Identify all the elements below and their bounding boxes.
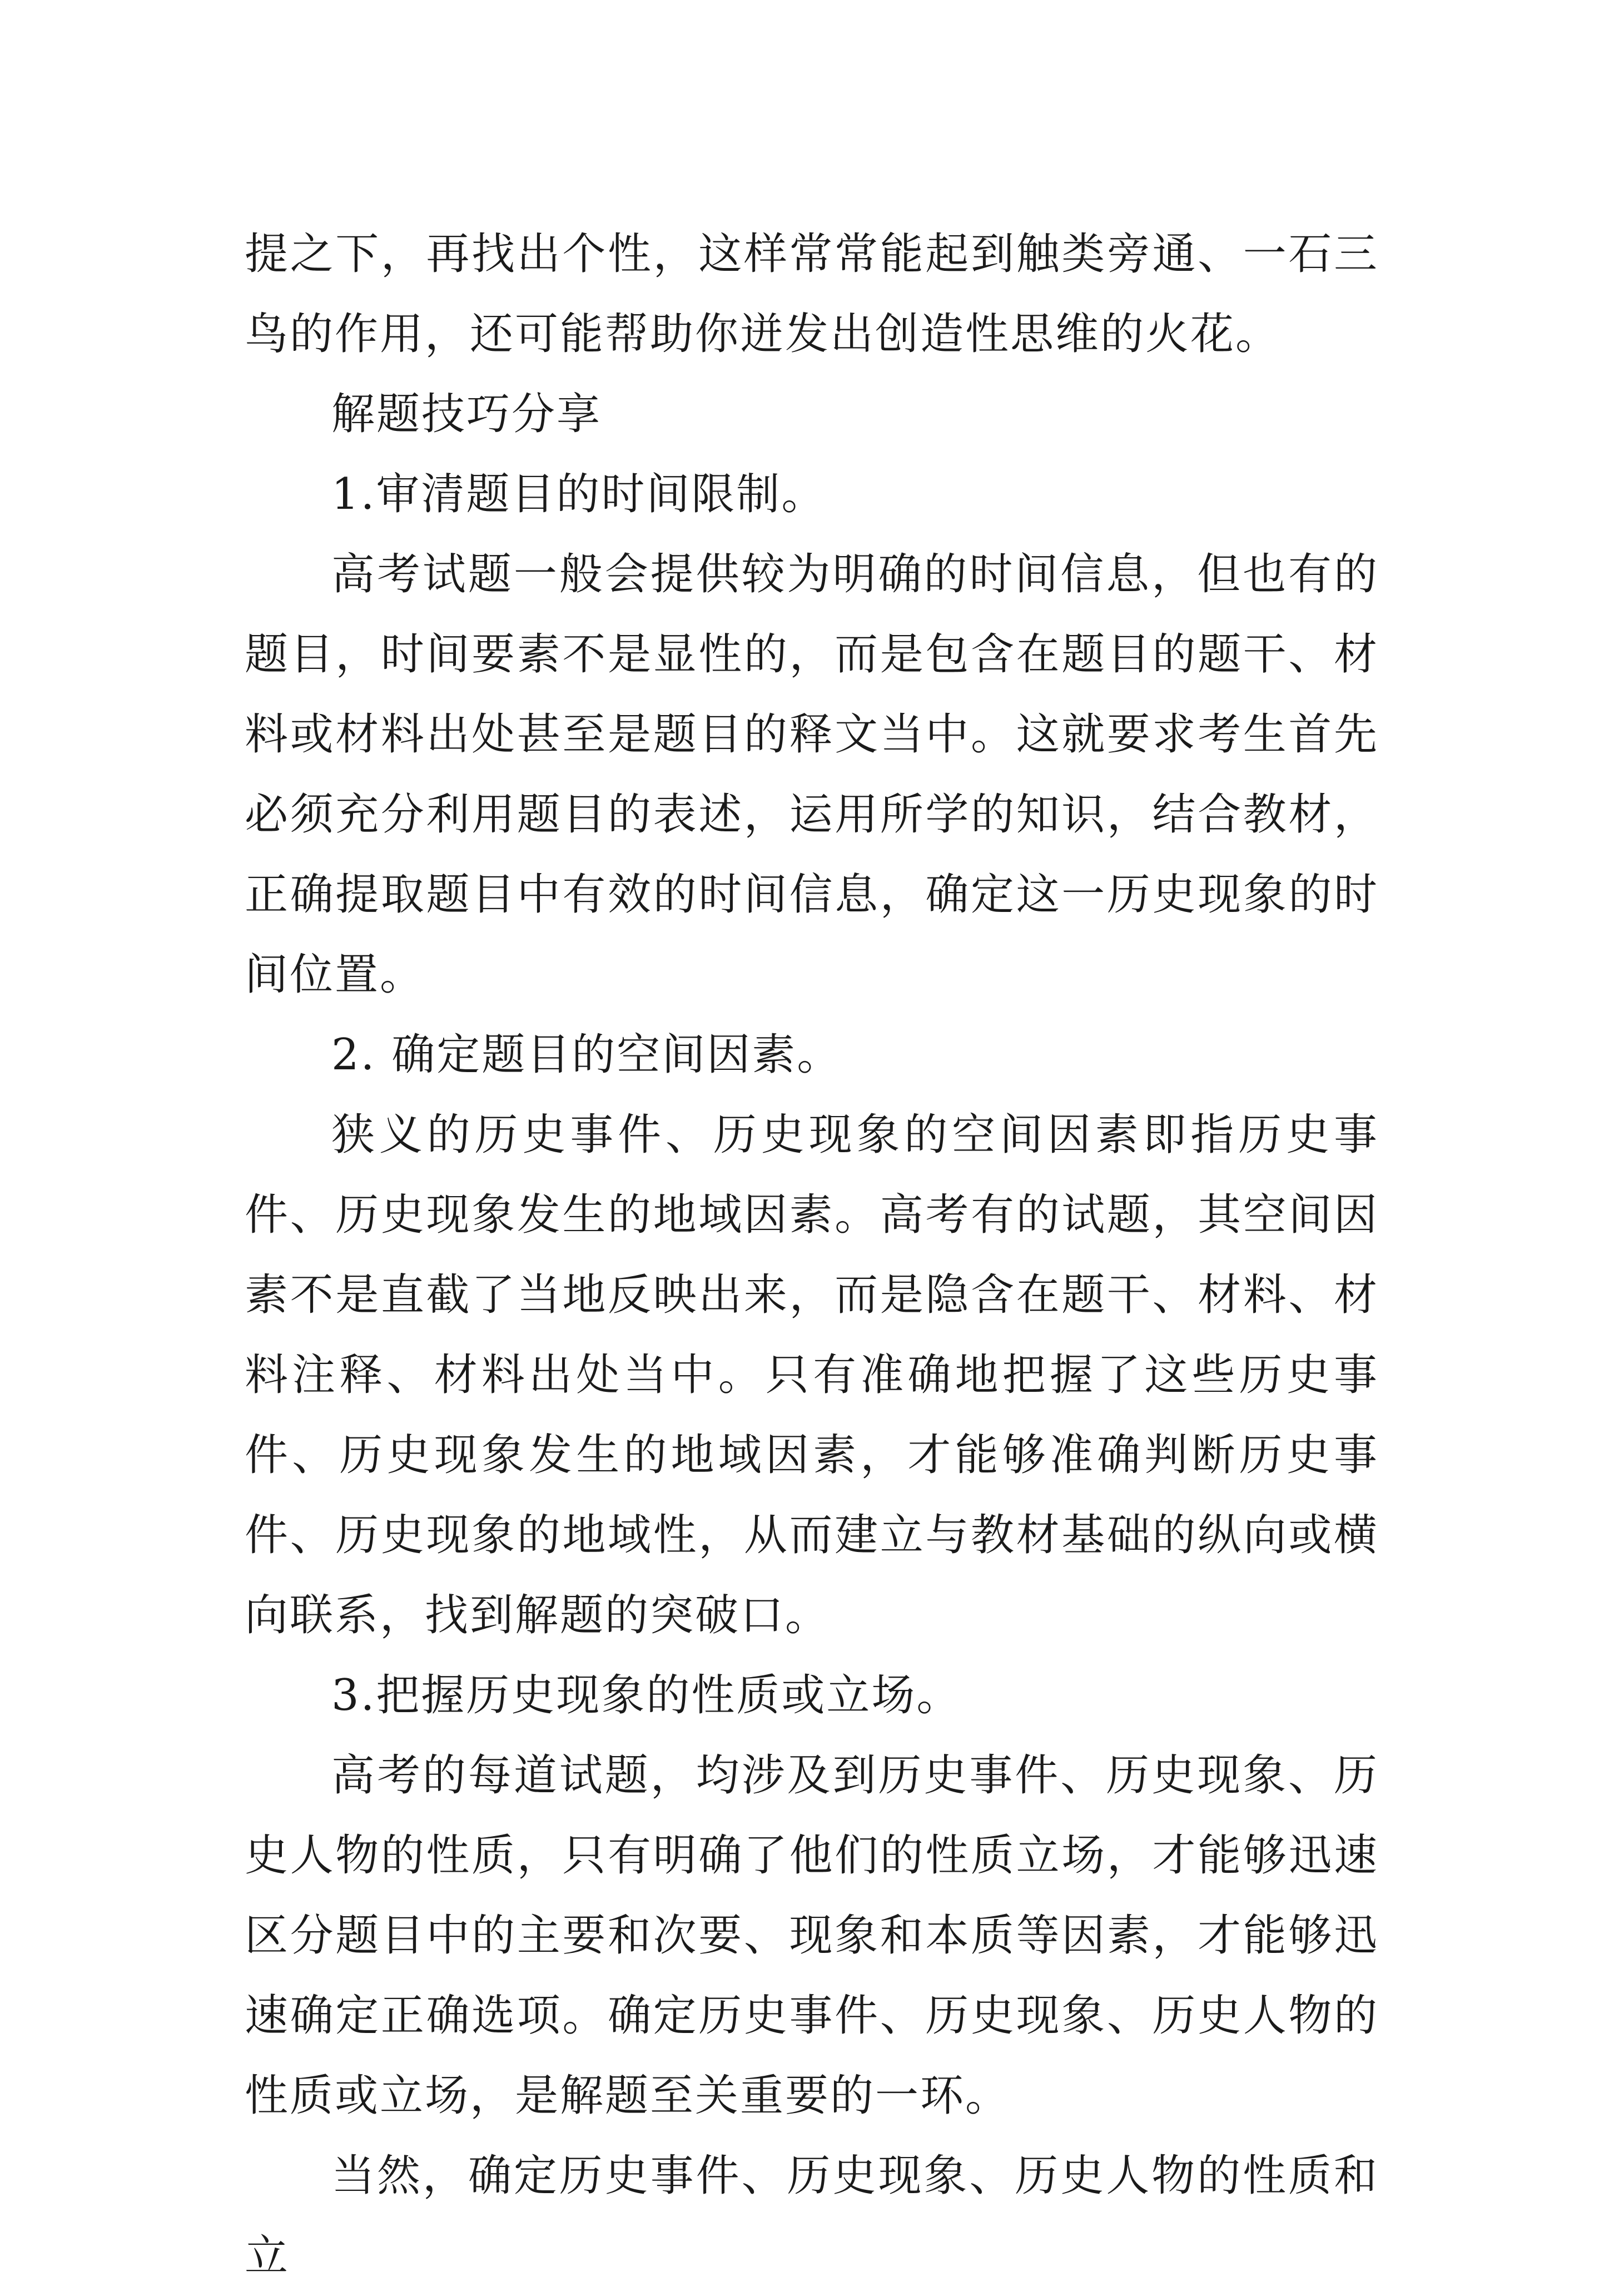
tip-2-heading: 2. 确定题目的空间因素。 bbox=[331, 1030, 842, 1080]
tip-2-body: 狭义的历史事件、历史现象的空间因素即指历史事件、历史现象发生的地域因素。高考有的试题，其空间因素不是直截了当地反映出来，而是隐含在题干、材料、材料注释、材料出处当中。只有准确地把握了这些历史事件、历史现象发生的地域因素，才能够准确判断历史事件、历史现象的地域性，从而建立与教材基础的纵向或横向联系，找到解题的突破口。 bbox=[245, 1110, 1379, 1640]
tip-3-heading: 3.把握历史现象的性质或立场。 bbox=[331, 1670, 962, 1720]
document-body bbox=[245, 214, 1379, 2296]
paragraph-continuation: 提之下，再找出个性，这样常常能起到触类旁通、一石三鸟的作用，还可能帮助你迸发出创造性思维的火花。 bbox=[245, 229, 1379, 359]
tip-1-body: 高考试题一般会提供较为明确的时间信息，但也有的题目，时间要素不是显性的，而是包含在题目的题干、材料或材料出处甚至是题目的释文当中。这就要求考生首先必须充分利用题目的表述，运用所学的知识，结合教材，正确提取题目中有效的时间信息，确定这一历史现象的时间位置。 bbox=[245, 549, 1379, 1000]
tip-1-heading: 1.审清题目的时间限制。 bbox=[331, 469, 827, 519]
tip-3-body: 高考的每道试题，均涉及到历史事件、历史现象、历史人物的性质，只有明确了他们的性质立场，才能够迅速区分题目中的主要和次要、现象和本质等因素，才能够迅速确定正确选项。确定历史事件、历史现象、历史人物的性质或立场，是解题至关重要的一环。 bbox=[245, 1750, 1379, 2121]
section-heading: 解题技巧分享 bbox=[331, 389, 602, 439]
paragraph-truncated: 当然，确定历史事件、历史现象、历史人物的性质和立 bbox=[245, 2151, 1379, 2281]
